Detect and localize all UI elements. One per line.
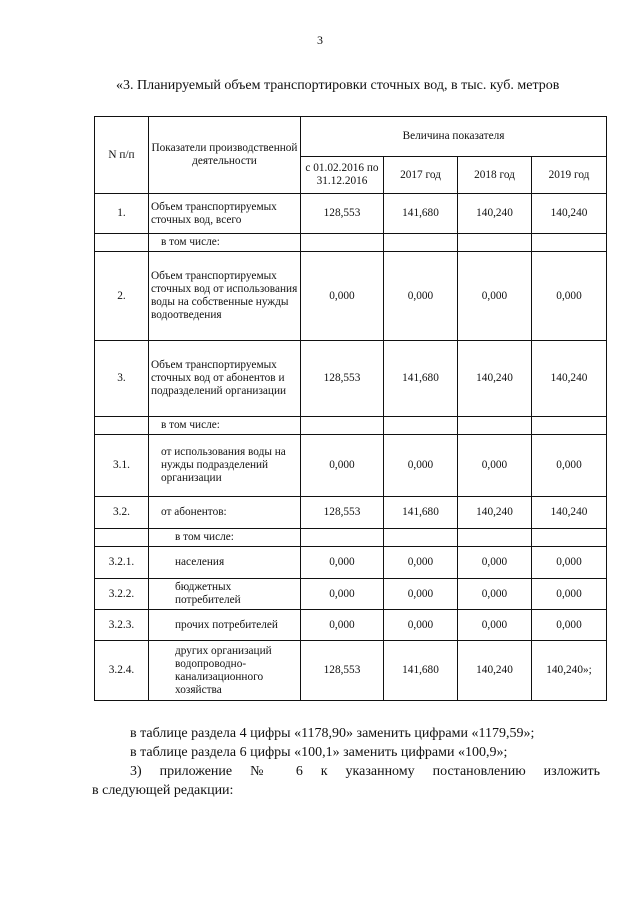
row-label: Объем транспортируемых сточных вод от абонентов и подразделений организации [149,341,301,417]
row-value: 140,240»; [532,641,607,701]
row-value: 140,240 [458,194,532,234]
in-total-label: в том числе: [149,417,301,435]
subtotal-caption-row [95,417,607,435]
page-number: 3 [317,33,323,47]
row-value: 0,000 [301,579,384,610]
row-value: 140,240 [532,341,607,417]
transport-volume-table [94,116,607,701]
period-header: 2017 год [384,157,458,194]
subtotal-caption-row [95,529,607,547]
row-value: 0,000 [458,579,532,610]
period-header: 2018 год [458,157,532,194]
table-row [95,435,607,497]
row-value: 0,000 [532,252,607,341]
row-label: от абонентов: [149,497,301,529]
row-value: 0,000 [384,579,458,610]
row-label: бюджетных потребителей [149,579,301,610]
row-number: 3.2. [95,497,149,529]
table-row [95,610,607,641]
row-value: 0,000 [532,435,607,497]
row-value: 141,680 [384,194,458,234]
table-row [95,497,607,529]
in-total-label: в том числе: [149,234,301,252]
row-value: 0,000 [458,610,532,641]
paragraph: в следующей редакции: [92,783,234,798]
header-row [95,117,607,157]
row-value: 0,000 [458,252,532,341]
row-value: 0,000 [532,579,607,610]
row-value: 140,240 [532,497,607,529]
row-value: 140,240 [458,341,532,417]
row-value: 0,000 [301,252,384,341]
table-row [95,194,607,234]
row-value: 0,000 [532,610,607,641]
row-label: населения [149,547,301,579]
row-value: 0,000 [532,547,607,579]
row-value: 0,000 [301,547,384,579]
row-label: прочих потребителей [149,610,301,641]
row-value: 141,680 [384,641,458,701]
row-value: 141,680 [384,341,458,417]
row-value: 0,000 [384,547,458,579]
table-title: «3. Планируемый объем транспортировки сточных вод, в тыс. куб. метров [116,78,560,93]
row-number: 3.2.3. [95,610,149,641]
row-value: 0,000 [384,610,458,641]
row-value: 128,553 [301,194,384,234]
row-value: 140,240 [532,194,607,234]
paragraph: в таблице раздела 4 цифры «1178,90» заменить цифрами «1179,59»; [130,726,535,741]
table-row [95,641,607,701]
row-value: 128,553 [301,497,384,529]
row-value: 0,000 [301,435,384,497]
header-number: N п/п [95,117,149,194]
row-number: 3. [95,341,149,417]
header-value: Величина показателя [301,117,607,157]
row-value: 0,000 [384,435,458,497]
row-label: других организаций водопроводно-канализационного хозяйства [149,641,301,701]
row-value: 141,680 [384,497,458,529]
paragraph: 3) приложение № 6 к указанному постановлению изложить [130,764,600,779]
table-row [95,579,607,610]
row-number: 3.2.2. [95,579,149,610]
row-number: 1. [95,194,149,234]
period-header: 2019 год [532,157,607,194]
paragraph: в таблице раздела 6 цифры «100,1» заменить цифрами «100,9»; [130,745,508,760]
row-value: 0,000 [458,547,532,579]
row-number: 3.1. [95,435,149,497]
row-value: 0,000 [301,610,384,641]
table-row [95,252,607,341]
row-value: 0,000 [384,252,458,341]
subtotal-caption-row [95,234,607,252]
row-number: 3.2.1. [95,547,149,579]
row-number: 3.2.4. [95,641,149,701]
in-total-label: в том числе: [149,529,301,547]
table-row [95,341,607,417]
row-value: 0,000 [458,435,532,497]
row-number: 2. [95,252,149,341]
period-header: с 01.02.2016 по 31.12.2016 [301,157,384,194]
row-label: Объем транспортируемых сточных вод, всего [149,194,301,234]
row-value: 140,240 [458,641,532,701]
row-label: от использования воды на нужды подразделений организации [149,435,301,497]
table-row [95,547,607,579]
row-value: 128,553 [301,341,384,417]
row-value: 128,553 [301,641,384,701]
row-value: 140,240 [458,497,532,529]
header-indicator: Показатели производственной деятельности [149,117,301,194]
row-label: Объем транспортируемых сточных вод от использования воды на собственные нужды водоотведения [149,252,301,341]
